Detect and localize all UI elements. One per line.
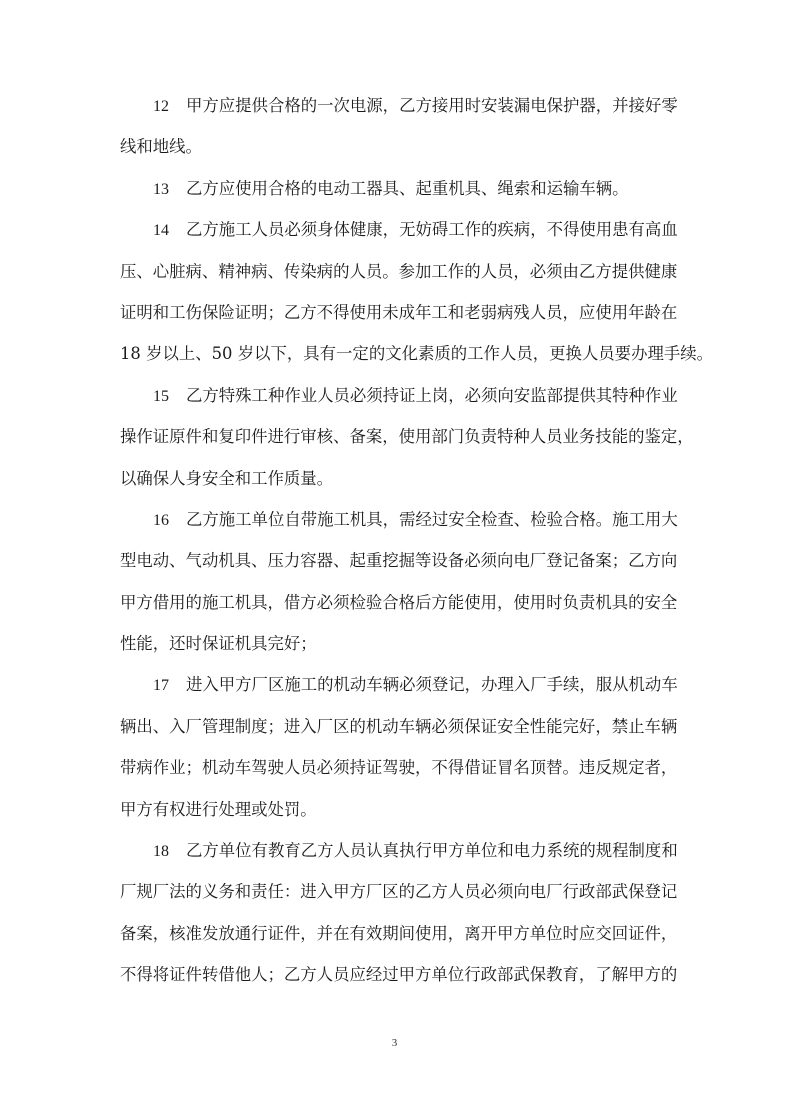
clause-number: 15 [153, 387, 169, 405]
paragraph-line: 甲方有权进行处理或处罚。 [120, 799, 317, 819]
line-text: 乙方施工单位自带施工机具，需经过安全检查、检验合格。施工用大 [186, 509, 678, 529]
page-number: 3 [391, 1037, 398, 1049]
paragraph-14 [120, 209, 714, 375]
paragraph-line [120, 499, 678, 540]
clause-number: 12 [153, 98, 169, 115]
clause-number: 16 [153, 511, 169, 529]
paragraph-line [120, 209, 678, 250]
paragraph-line [120, 168, 666, 209]
paragraph-12 [120, 85, 678, 168]
line-text: 乙方特殊工种作业人员必须持证上岗，必须向安监部提供其特种作业 [186, 385, 678, 405]
paragraph-line: 辆出、入厂管理制度；进入厂区的机动车辆必须保证安全性能完好，禁止车辆 [120, 716, 678, 736]
line-text: 进入甲方厂区施工的机动车辆必须登记，办理入厂手续，服从机动车 [186, 675, 678, 695]
clause-number: 14 [153, 222, 169, 240]
paragraph-line: 18 岁以上、50 岁以下，具有一定的文化素质的工作人员，更换人员要办理手续。 [120, 344, 714, 364]
document-body [120, 85, 714, 996]
paragraph-line: 性能，还时保证机具完好； [120, 634, 317, 654]
paragraph-line [120, 85, 678, 126]
paragraph-line: 备案，核准发放通行证件，并在有效期间使用，离开甲方单位时应交回证件， [120, 923, 678, 943]
clause-number: 18 [153, 843, 169, 861]
clause-number: 13 [153, 180, 169, 198]
line-text: 乙方施工人员必须身体健康，无妨碍工作的疾病，不得使用患有高血 [186, 220, 678, 240]
paragraph-line: 以确保人身安全和工作质量。 [120, 468, 334, 488]
paragraph-line [120, 830, 678, 871]
paragraph-18 [120, 830, 678, 996]
paragraph-line: 甲方借用的施工机具，借方必须检验合格后方能使用，使用时负责机具的安全 [120, 592, 678, 612]
line-text: 乙方单位有教育乙方人员认真执行甲方单位和电力系统的规程制度和 [186, 841, 678, 861]
paragraph-line: 型电动、气动机具、压力容器、起重挖掘等设备必须向电厂登记备案；乙方向 [120, 551, 678, 571]
paragraph-line [120, 375, 678, 416]
paragraph-line: 带病作业；机动车驾驶人员必须持证驾驶，不得借证冒名顶替。违反规定者， [120, 758, 678, 778]
paragraph-line: 压、心脏病、精神病、传染病的人员。参加工作的人员，必须由乙方提供健康 [120, 261, 678, 281]
paragraph-16 [120, 499, 678, 665]
paragraph-line: 厂规厂法的义务和责任：进入甲方厂区的乙方人员必须向电厂行政部武保登记 [120, 882, 678, 902]
paragraph-line: 不得将证件转借他人；乙方人员应经过甲方单位行政部武保教育，了解甲方的 [120, 965, 678, 985]
paragraph-line [120, 664, 678, 705]
paragraph-line: 证明和工伤保险证明；乙方不得使用未成年工和老弱病残人员，应使用年龄在 [120, 302, 678, 322]
paragraph-13 [120, 168, 666, 209]
paragraph-line: 线和地线。 [120, 137, 202, 157]
line-text: 乙方应使用合格的电动工器具、起重机具、绳索和运输车辆。 [186, 178, 629, 198]
paragraph-line: 操作证原件和复印件进行审核、备案，使用部门负责特种人员业务技能的鉴定， [120, 427, 694, 447]
line-text: 甲方应提供合格的一次电源，乙方接用时安装漏电保护器，并接好零 [186, 96, 678, 115]
clause-number: 17 [153, 677, 169, 695]
paragraph-15 [120, 375, 694, 499]
paragraph-17 [120, 664, 678, 830]
